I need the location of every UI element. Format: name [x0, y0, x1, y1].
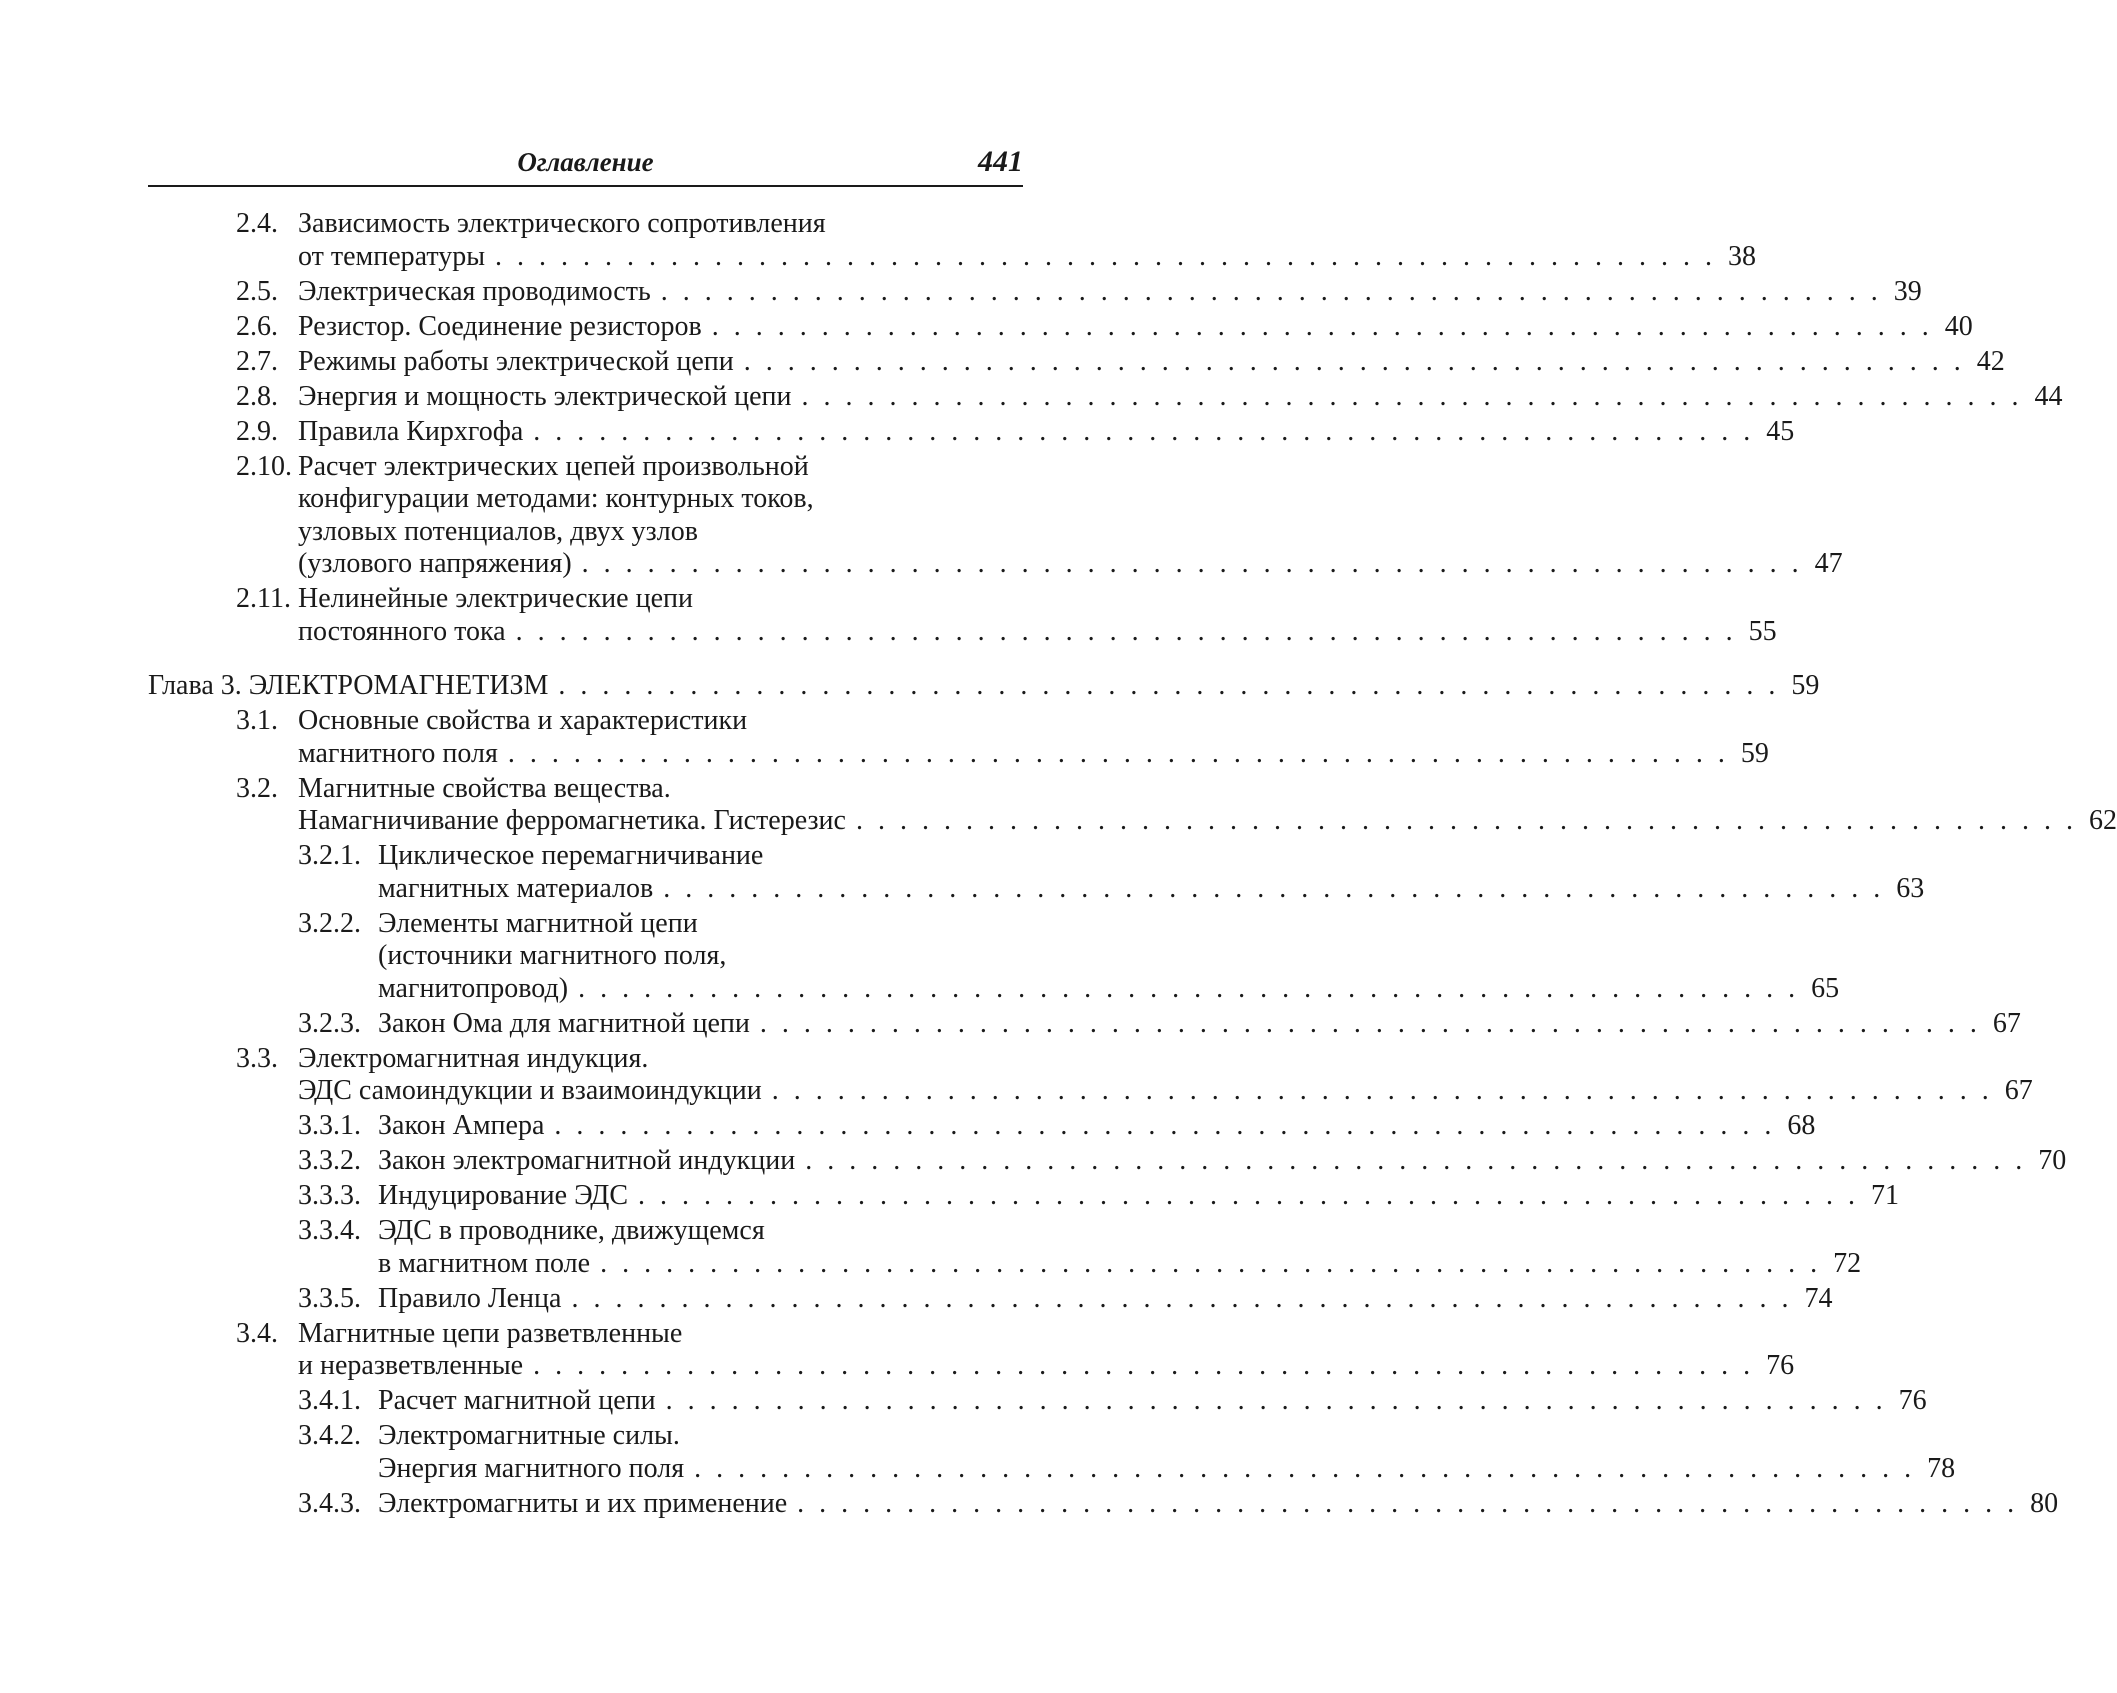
- toc-entry-body: [148, 670, 1820, 703]
- toc-entry-leader-line: [298, 380, 2063, 414]
- toc-entry-title-line: Электромагнитные силы.: [378, 1420, 680, 1451]
- toc-entry[interactable]: [148, 1420, 1956, 1485]
- dot-leader: . . . . . . . . . . . . . . . . . . . . . . . . . . . . . . . . . . . . . . . . . . . . . . . . . . . . . . . .: [533, 415, 1755, 447]
- toc-entry-body: [298, 380, 2063, 414]
- toc-entry-body: [298, 772, 2117, 838]
- toc-entry-leader-line: [378, 1452, 1956, 1486]
- toc-entry-title: Намагничивание ферромагнетика. Гистерезис: [298, 805, 846, 836]
- toc-entry-title: Закон Ампера: [378, 1110, 545, 1141]
- dot-leader: . . . . . . . . . . . . . . . . . . . . . . . . . . . . . . . . . . . . . . . . . . . . . . . . . . . . . . . .: [578, 972, 1800, 1004]
- toc-entry[interactable]: [148, 772, 2117, 838]
- toc-entry-leader-line: [298, 737, 1769, 771]
- toc-entry-title-line: конфигурации методами: контурных токов,: [298, 483, 814, 514]
- dot-leader: . . . . . . . . . . . . . . . . . . . . . . . . . . . . . . . . . . . . . . . . . . . . . . . . . . . . . . . .: [743, 345, 1965, 377]
- toc-entry-number: 3.1.: [236, 705, 278, 736]
- toc-entry-body: [298, 415, 1795, 449]
- toc-entry-title: Индуцирование ЭДС: [378, 1180, 629, 1211]
- toc-entry[interactable]: [148, 1180, 1900, 1213]
- toc-entry-title: постоянного тока: [298, 615, 506, 647]
- toc-entry-title: Энергия и мощность электрической цепи: [298, 380, 792, 412]
- toc-entry-leader-line: [378, 1007, 2021, 1041]
- toc-entry-leader-line: [298, 805, 2117, 838]
- toc-entry-body: [378, 840, 1925, 905]
- toc-entry[interactable]: [148, 1110, 1816, 1143]
- toc-entry-title: Закон электромагнитной индукции: [378, 1145, 796, 1176]
- toc-entry-title-line: Расчет электрических цепей произвольной: [298, 450, 809, 482]
- dot-leader: . . . . . . . . . . . . . . . . . . . . . . . . . . . . . . . . . . . . . . . . . . . . . . . . . . . . . . . .: [665, 1385, 1887, 1416]
- toc-entry-title: Режимы работы электрической цепи: [298, 345, 734, 377]
- toc-entry-leader-line: [378, 1385, 1927, 1418]
- toc-entry-leader-line: [298, 1075, 2033, 1108]
- toc-entry-title-line: Магнитные свойства вещества.: [298, 772, 671, 804]
- toc-entry-body: [378, 1145, 2067, 1178]
- toc-entry-body: [378, 1487, 2059, 1521]
- toc-page-number: 76: [1898, 1385, 1927, 1416]
- toc-page-number: 62: [2088, 805, 2117, 836]
- toc-entry-title-line: Нелинейные электрические цепи: [298, 583, 693, 614]
- dot-leader: . . . . . . . . . . . . . . . . . . . . . . . . . . . . . . . . . . . . . . . . . . . . . . . . . . . . . . . .: [495, 240, 1717, 272]
- toc-entry-number: 2.9.: [236, 415, 278, 447]
- toc-entry-title: Правило Ленца: [378, 1282, 562, 1314]
- toc-entry[interactable]: [148, 1385, 1927, 1418]
- toc-entry-number: 3.3.5.: [298, 1282, 361, 1314]
- toc-entry-number: 2.5.: [236, 275, 278, 307]
- dot-leader: . . . . . . . . . . . . . . . . . . . . . . . . . . . . . . . . . . . . . . . . . . . . . . . . . . . . . . . .: [515, 615, 1737, 647]
- toc-entry-leader-line: [148, 670, 1820, 703]
- toc-entry-number: 3.2.1.: [298, 840, 361, 871]
- toc-entry-title: Расчет магнитной цепи: [378, 1385, 656, 1416]
- toc-entry-body: [298, 208, 1757, 273]
- toc-entry-title: Электромагниты и их применение: [378, 1487, 788, 1519]
- toc-entry-leader-line: [298, 1350, 1795, 1383]
- toc-entry-body: [378, 1420, 1956, 1485]
- toc-entry-leader-line: [298, 240, 1757, 274]
- toc-entry-title: (узлового напряжения): [298, 548, 572, 579]
- toc-entry[interactable]: [148, 840, 1925, 905]
- toc-entry[interactable]: [148, 907, 1840, 1006]
- toc-entry-body: [298, 450, 1843, 581]
- toc-page-number: 42: [1976, 345, 2005, 377]
- dot-leader: . . . . . . . . . . . . . . . . . . . . . . . . . . . . . . . . . . . . . . . . . . . . . . . . . . . . . . . .: [571, 1282, 1793, 1314]
- toc-page-number: 45: [1766, 415, 1795, 447]
- toc-page-number: 63: [1896, 872, 1925, 904]
- toc-entry-leader-line: [378, 1487, 2059, 1521]
- table-of-contents: [148, 208, 2117, 1523]
- toc-entry-body: [298, 583, 1777, 648]
- toc-entry-title-line: ЭДС в проводнике, движущемся: [378, 1215, 765, 1246]
- toc-entry-number: 2.11.: [236, 583, 291, 614]
- dot-leader: . . . . . . . . . . . . . . . . . . . . . . . . . . . . . . . . . . . . . . . . . . . . . . . . . . . . . . . .: [660, 275, 1882, 307]
- toc-entry-number: 3.3.2.: [298, 1145, 361, 1176]
- toc-entry-body: [298, 1042, 2033, 1108]
- toc-page-number: 38: [1728, 240, 1757, 272]
- toc-page-number: 44: [2034, 380, 2063, 412]
- toc-page-number: 40: [1944, 310, 1973, 342]
- toc-entry-body: [298, 345, 2005, 379]
- toc-entry-leader-line: [378, 872, 1925, 906]
- toc-entry-number: 2.4.: [236, 208, 278, 239]
- toc-page-number: 67: [1992, 1007, 2021, 1039]
- toc-entry-title-line: Основные свойства и характеристики: [298, 705, 748, 736]
- dot-leader: . . . . . . . . . . . . . . . . . . . . . . . . . . . . . . . . . . . . . . . . . . . . . . . . . . . . . . . .: [801, 380, 2023, 412]
- toc-entry-body: [298, 705, 1769, 770]
- toc-page-number: 78: [1927, 1452, 1956, 1484]
- toc-entry-number: 2.10.: [236, 450, 292, 482]
- toc-entry-leader-line: [378, 1282, 1833, 1316]
- dot-leader: . . . . . . . . . . . . . . . . . . . . . . . . . . . . . . . . . . . . . . . . . . . . . . . . . . . . . . . .: [533, 1350, 1755, 1381]
- toc-entry[interactable]: [148, 1215, 1862, 1280]
- toc-entry-title: магнитопровод): [378, 972, 569, 1004]
- toc-entry[interactable]: [148, 1007, 2021, 1041]
- dot-leader: . . . . . . . . . . . . . . . . . . . . . . . . . . . . . . . . . . . . . . . . . . . . . . . . . . . . . . . .: [797, 1487, 2019, 1519]
- toc-page-number: 70: [2038, 1145, 2067, 1176]
- dot-leader: . . . . . . . . . . . . . . . . . . . . . . . . . . . . . . . . . . . . . . . . . . . . . . . . . . . . . . . .: [581, 548, 1803, 579]
- toc-entry-body: [378, 1385, 1927, 1418]
- dot-leader: . . . . . . . . . . . . . . . . . . . . . . . . . . . . . . . . . . . . . . . . . . . . . . . . . . . . . . . .: [663, 872, 1885, 904]
- header-title: Оглавление: [517, 147, 654, 177]
- toc-entry-title: в магнитном поле: [378, 1247, 591, 1279]
- toc-entry-leader-line: [378, 1180, 1900, 1213]
- toc-page-number: 55: [1748, 615, 1777, 647]
- toc-entry-title-line: Магнитные цепи разветвленные: [298, 1317, 683, 1349]
- toc-entry-body: [298, 310, 1973, 344]
- toc-entry-leader-line: [298, 345, 2005, 379]
- toc-entry-leader-line: [298, 415, 1795, 449]
- toc-entry[interactable]: [148, 345, 2005, 379]
- dot-leader: . . . . . . . . . . . . . . . . . . . . . . . . . . . . . . . . . . . . . . . . . . . . . . . . . . . . . . . .: [694, 1452, 1916, 1484]
- dot-leader: . . . . . . . . . . . . . . . . . . . . . . . . . . . . . . . . . . . . . . . . . . . . . . . . . . . . . . . .: [554, 1110, 1776, 1141]
- toc-entry[interactable]: [148, 208, 1757, 273]
- toc-entry-leader-line: [378, 1247, 1862, 1281]
- toc-entry-number: 3.3.: [236, 1042, 278, 1074]
- toc-entry-leader-line: [378, 1145, 2067, 1178]
- toc-entry-body: [378, 1180, 1900, 1213]
- dot-leader: . . . . . . . . . . . . . . . . . . . . . . . . . . . . . . . . . . . . . . . . . . . . . . . . . . . . . . . .: [711, 310, 1933, 342]
- toc-entry-number: 3.4.3.: [298, 1487, 361, 1519]
- dot-leader: . . . . . . . . . . . . . . . . . . . . . . . . . . . . . . . . . . . . . . . . . . . . . . . . . . . . . . . .: [638, 1180, 1860, 1211]
- toc-entry[interactable]: [148, 1487, 2059, 1521]
- dot-leader: . . . . . . . . . . . . . . . . . . . . . . . . . . . . . . . . . . . . . . . . . . . . . . . . . . . . . . . .: [600, 1247, 1822, 1279]
- toc-entry-title: Резистор. Соединение резисторов: [298, 310, 702, 342]
- toc-entry-leader-line: [378, 972, 1840, 1006]
- toc-entry[interactable]: [148, 1145, 2067, 1178]
- dot-leader: . . . . . . . . . . . . . . . . . . . . . . . . . . . . . . . . . . . . . . . . . . . . . . . . . . . . . . . .: [855, 805, 2077, 836]
- toc-entry-title: Энергия магнитного поля: [378, 1452, 685, 1484]
- toc-entry-title: и неразветвленные: [298, 1350, 524, 1381]
- toc-entry-body: [378, 1110, 1816, 1143]
- toc-page-number: 72: [1833, 1247, 1862, 1279]
- toc-entry-leader-line: [378, 1110, 1816, 1143]
- dot-leader: . . . . . . . . . . . . . . . . . . . . . . . . . . . . . . . . . . . . . . . . . . . . . . . . . . . . . . . .: [771, 1075, 1993, 1106]
- toc-entry-title: магнитного поля: [298, 737, 498, 769]
- toc-entry-title-line: Элементы магнитной цепи: [378, 907, 698, 939]
- toc-page-number: 67: [2004, 1075, 2033, 1106]
- toc-entry[interactable]: [148, 583, 1777, 648]
- toc-entry-title: Правила Кирхгофа: [298, 415, 524, 447]
- toc-entry[interactable]: [148, 1042, 2033, 1108]
- toc-page-number: 68: [1787, 1110, 1816, 1141]
- toc-entry[interactable]: [148, 275, 1922, 309]
- toc-entry-number: 3.4.: [236, 1317, 278, 1349]
- dot-leader: . . . . . . . . . . . . . . . . . . . . . . . . . . . . . . . . . . . . . . . . . . . . . . . . . . . . . . . .: [805, 1145, 2027, 1176]
- toc-entry-title: Закон Ома для магнитной цепи: [378, 1007, 750, 1039]
- toc-entry-leader-line: [298, 615, 1777, 649]
- toc-chapter[interactable]: [148, 670, 1820, 703]
- toc-entry-number: 2.7.: [236, 345, 278, 377]
- toc-entry-leader-line: [298, 310, 1973, 344]
- toc-entry-number: 3.4.1.: [298, 1385, 361, 1416]
- toc-entry-title-line: Зависимость электрического сопротивления: [298, 208, 826, 239]
- toc-entry[interactable]: [148, 705, 1769, 770]
- toc-page-number: 76: [1766, 1350, 1795, 1381]
- toc-entry[interactable]: [148, 380, 2063, 414]
- toc-entry-title: магнитных материалов: [378, 872, 654, 904]
- dot-leader: . . . . . . . . . . . . . . . . . . . . . . . . . . . . . . . . . . . . . . . . . . . . . . . . . . . . . . . .: [759, 1007, 1981, 1039]
- toc-entry[interactable]: [148, 450, 1843, 581]
- toc-page-number: 74: [1804, 1282, 1833, 1314]
- toc-entry-number: 3.4.2.: [298, 1420, 361, 1451]
- toc-entry-number: 3.2.2.: [298, 907, 361, 939]
- toc-entry-body: [378, 1282, 1833, 1316]
- toc-entry-title-line: узловых потенциалов, двух узлов: [298, 515, 698, 547]
- toc-entry-title-line: (источники магнитного поля,: [378, 940, 727, 971]
- toc-page-number: 59: [1740, 737, 1769, 769]
- toc-page-number: 39: [1893, 275, 1922, 307]
- toc-entry[interactable]: [148, 415, 1795, 449]
- toc-page-number: 71: [1871, 1180, 1900, 1211]
- toc-entry-number: 3.2.3.: [298, 1007, 361, 1039]
- header-page-number: 441: [978, 145, 1023, 178]
- toc-page-number: 80: [2030, 1487, 2059, 1519]
- toc-entry-body: [298, 1317, 1795, 1383]
- toc-entry-title-line: Циклическое перемагничивание: [378, 840, 764, 871]
- toc-page-number: 47: [1814, 548, 1843, 579]
- toc-page-number: 65: [1811, 972, 1840, 1004]
- toc-entry-leader-line: [298, 275, 1922, 309]
- toc-entry-number: 3.2.: [236, 772, 278, 804]
- toc-page-number: 59: [1791, 670, 1820, 701]
- toc-entry-title: Глава 3. ЭЛЕКТРОМАГНЕТИЗМ: [148, 670, 549, 701]
- toc-entry-body: [298, 275, 1922, 309]
- toc-entry[interactable]: [148, 1317, 1795, 1383]
- toc-entry[interactable]: [148, 1282, 1833, 1316]
- toc-entry-title: ЭДС самоиндукции и взаимоиндукции: [298, 1075, 762, 1106]
- toc-entry-number: 3.3.4.: [298, 1215, 361, 1246]
- dot-leader: . . . . . . . . . . . . . . . . . . . . . . . . . . . . . . . . . . . . . . . . . . . . . . . . . . . . . . . .: [558, 670, 1780, 701]
- toc-entry-body: [378, 1007, 2021, 1041]
- toc-entry-body: [378, 907, 1840, 1006]
- toc-entry-number: 3.3.3.: [298, 1180, 361, 1211]
- toc-entry-title: от температуры: [298, 240, 486, 272]
- toc-entry-number: 3.3.1.: [298, 1110, 361, 1141]
- dot-leader: . . . . . . . . . . . . . . . . . . . . . . . . . . . . . . . . . . . . . . . . . . . . . . . . . . . . . . . .: [507, 737, 1729, 769]
- toc-entry-title-line: Электромагнитная индукция.: [298, 1042, 649, 1074]
- toc-entry-number: 2.6.: [236, 310, 278, 342]
- toc-entry-leader-line: [298, 548, 1843, 581]
- toc-entry-body: [378, 1215, 1862, 1280]
- toc-entry-title: Электрическая проводимость: [298, 275, 651, 307]
- toc-entry[interactable]: [148, 310, 1973, 344]
- running-header: [148, 143, 1023, 187]
- toc-entry-number: 2.8.: [236, 380, 278, 412]
